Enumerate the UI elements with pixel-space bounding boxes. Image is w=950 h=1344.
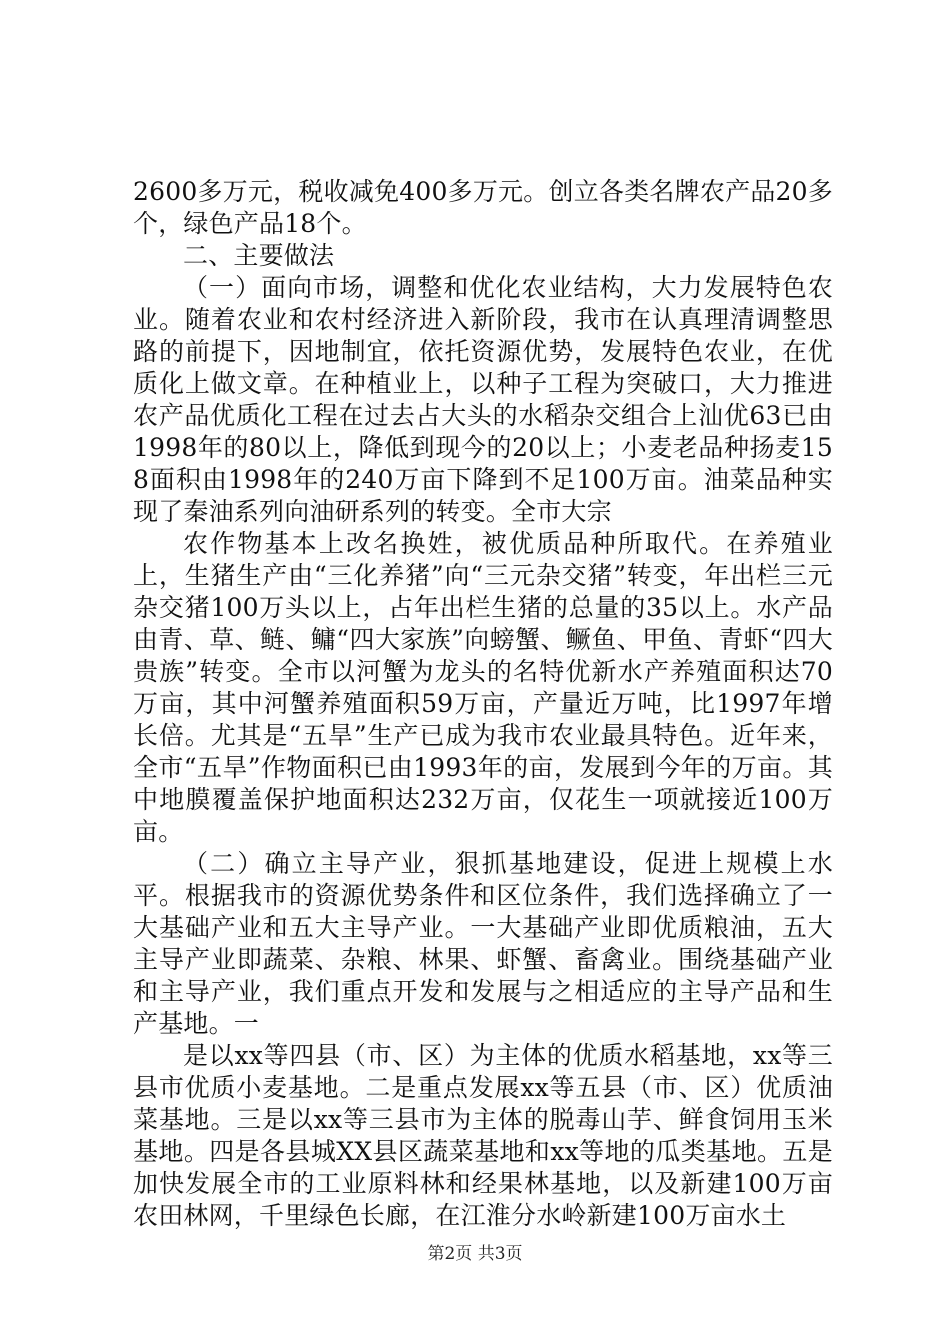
- paragraph-3: 农作物基本上改名换姓，被优质品种所取代。在养殖业上，生猪生产由“三化养猪”向“三元杂交猪”转变，年出栏三元杂交猪100万头以上，占年出栏生猪的总量的35以上。水产品由青、草、鲢、鳙“四大家族”向螃蟹、鳜鱼、甲鱼、青虾“四大贵族”转变。全市以河蟹为龙头的名特优新水产养殖面积达70万亩，其中河蟹养殖面积59万亩，产量近万吨，比1997年增长倍。尤其是“五旱”生产已成为我市农业最具特色。近年来，全市“五旱”作物面积已由1993年的亩，发展到今年的万亩。其中地膜覆盖保护地面积达232万亩，仅花生一项就接近100万亩。: [133, 529, 833, 846]
- paragraph-2: （一）面向市场，调整和优化农业结构，大力发展特色农业。随着农业和农村经济进入新阶段，我市在认真理清调整思路的前提下，因地制宜，依托资源优势，发展特色农业，在优质化上做文章。在种植业上，以种子工程为突破口，大力推进农产品优质化工程在过去占大头的水稻杂交组合上汕优63已由1998年的80以上，降低到现今的20以上；小麦老品种扬麦158面积由1998年的240万亩下降到不足100万亩。油菜品种实现了秦油系列向油研系列的转变。全市大宗: [133, 273, 833, 526]
- paragraph-4: （二）确立主导产业，狠抓基地建设，促进上规模上水平。根据我市的资源优势条件和区位条件，我们选择确立了一大基础产业和五大主导产业。一大基础产业即优质粮油，五大主导产业即蔬菜、杂粮、林果、虾蟹、畜禽业。围绕基础产业和主导产业，我们重点开发和发展与之相适应的主导产品和生产基地。一: [133, 849, 833, 1038]
- page-footer: 第2页 共3页: [427, 1244, 523, 1264]
- section-heading: 二、主要做法: [183, 241, 335, 270]
- paragraph-5: 是以xx等四县（市、区）为主体的优质水稻基地，xx等三县市优质小麦基地。二是重点发展xx等五县（市、区）优质油菜基地。三是以xx等三县市为主体的脱毒山芋、鲜食饲用玉米基地。四是各县城XX县区蔬菜基地和xx等地的瓜类基地。五是加快发展全市的工业原料林和经果林基地，以及新建100万亩农田林网，千里绿色长廊，在江淮分水岭新建100万亩水土: [133, 1041, 833, 1230]
- document-body: [133, 176, 833, 1232]
- paragraph-1: 2600多万元，税收减免400多万元。创立各类名牌农产品20多个，绿色产品18个。: [133, 177, 833, 238]
